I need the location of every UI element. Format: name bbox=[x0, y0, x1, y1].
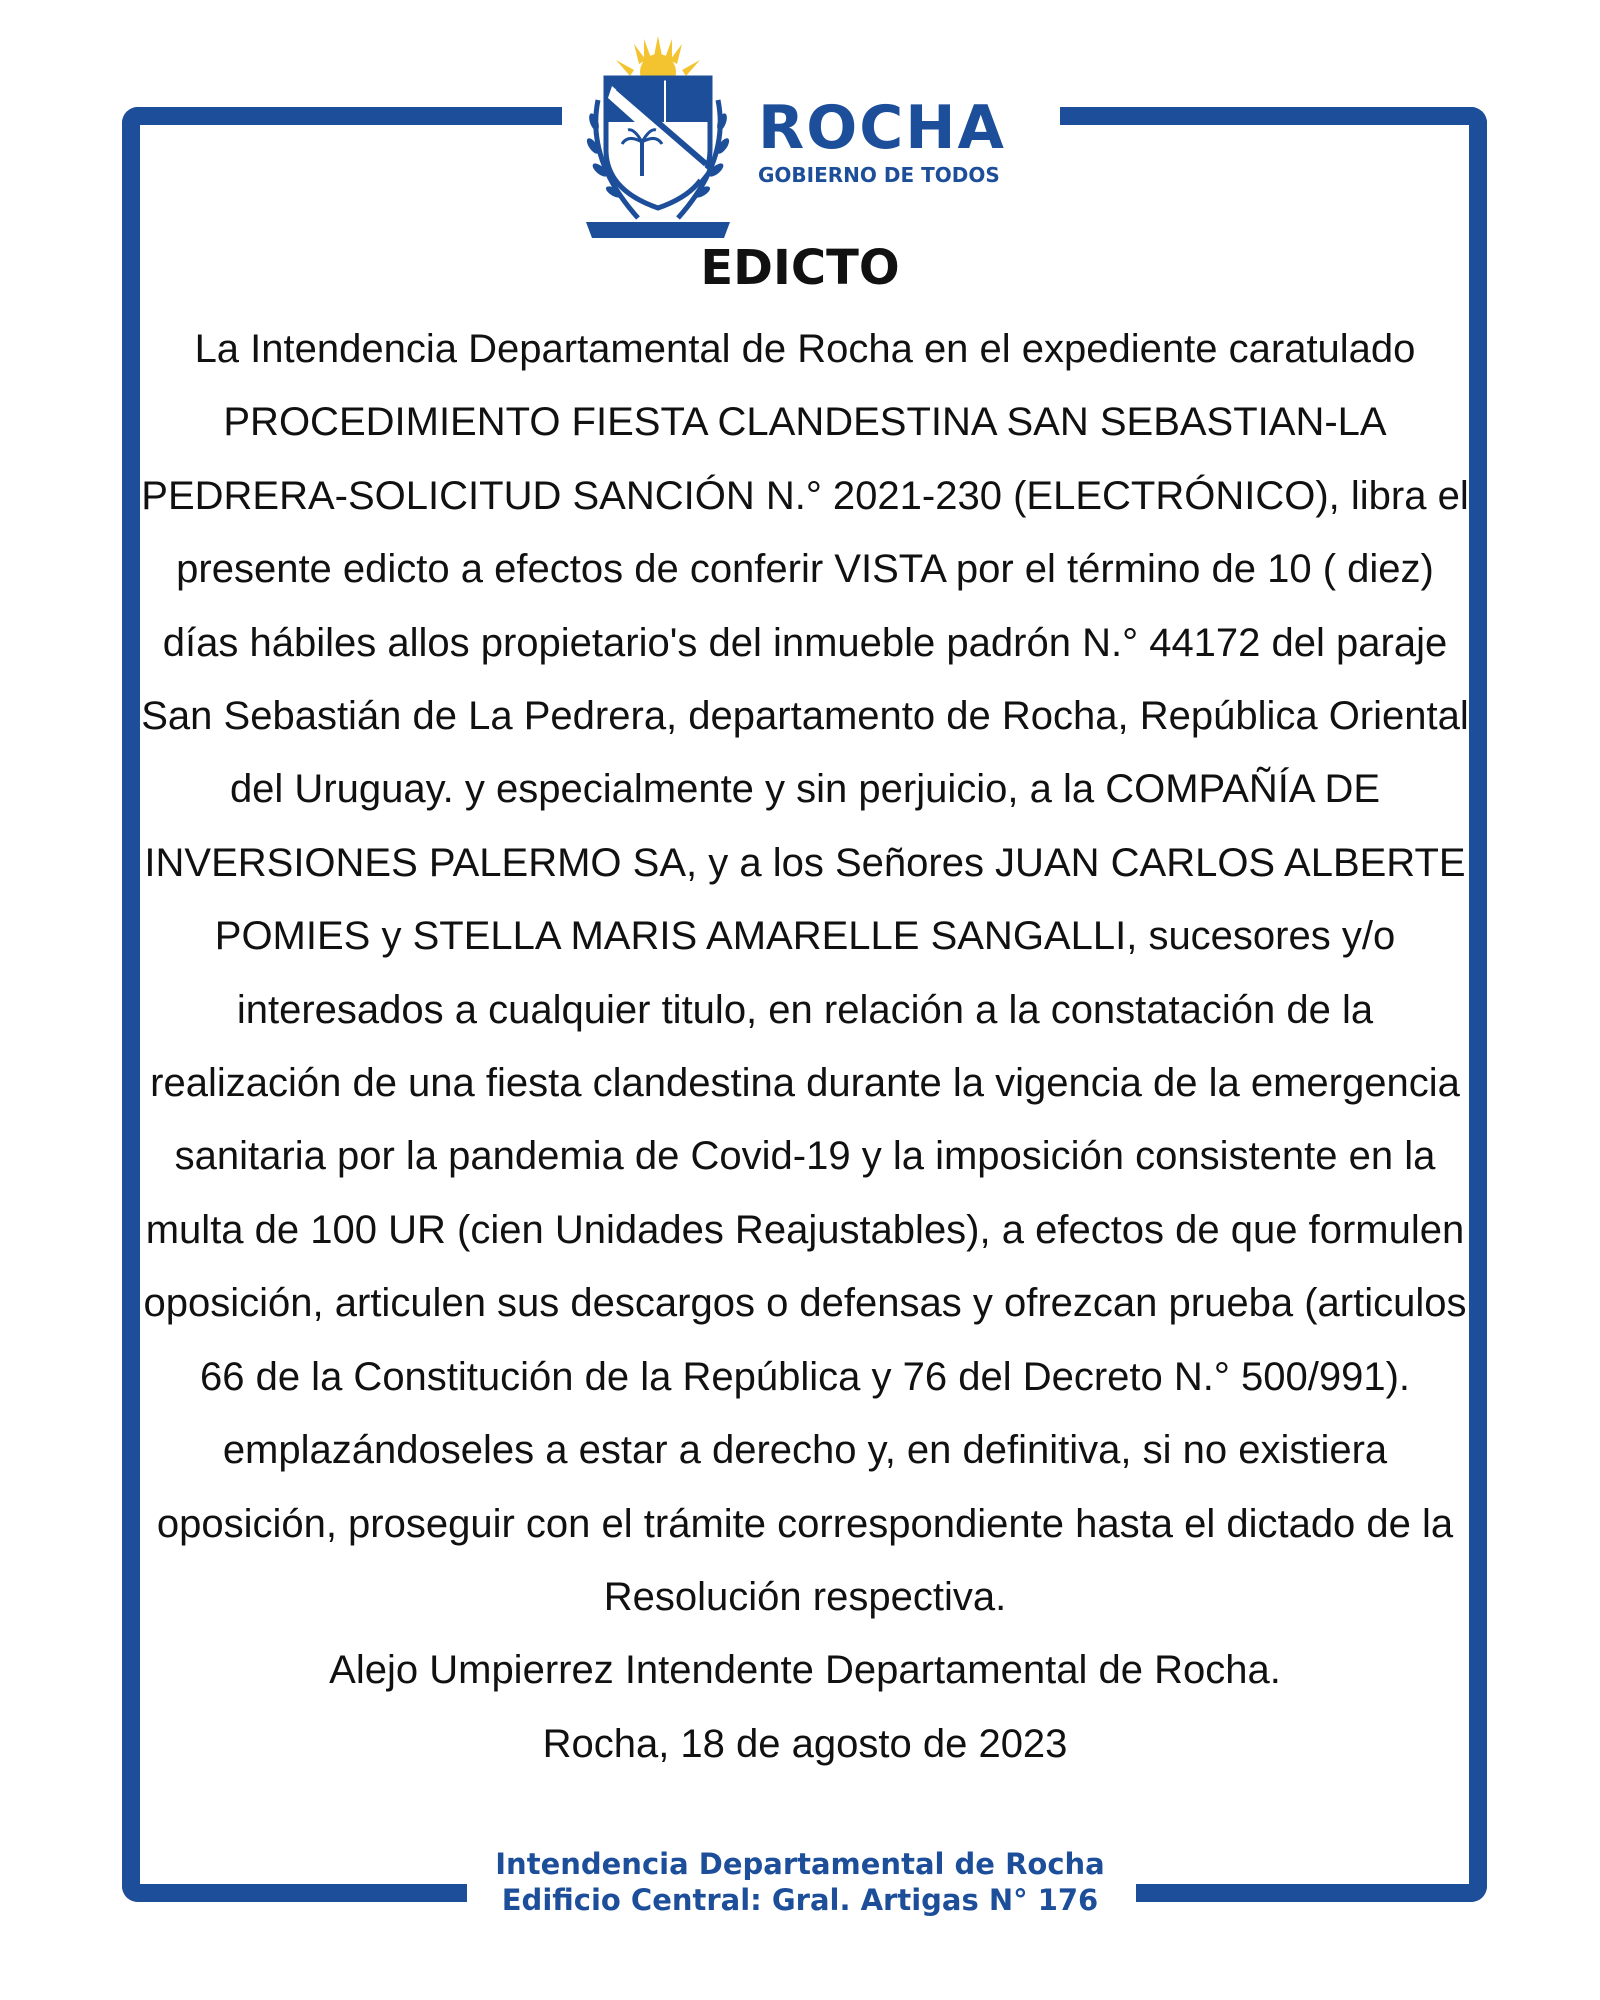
footer bbox=[0, 1846, 1600, 1918]
document-body bbox=[140, 313, 1470, 1781]
footer-line-1: Intendencia Departamental de Rocha bbox=[495, 1847, 1105, 1881]
frame-top-right bbox=[1060, 107, 1487, 125]
brand-tagline: GOBIERNO DE TODOS bbox=[758, 163, 1000, 187]
document-title: EDICTO bbox=[700, 240, 900, 296]
frame-left bbox=[122, 107, 140, 1902]
frame-top-left bbox=[122, 107, 562, 125]
date-line: Rocha, 18 de agosto de 2023 bbox=[542, 1721, 1068, 1766]
header-logo bbox=[578, 30, 1048, 250]
brand-name: ROCHA bbox=[758, 93, 1006, 163]
signature-line: Alejo Umpierrez Intendente Departamental de Rocha. bbox=[329, 1648, 1281, 1693]
coat-of-arms-icon bbox=[578, 30, 738, 250]
edict-paragraph: La Intendencia Departamental de Rocha en el expediente caratulado PROCEDIMIENTO FIESTA CLANDESTINA SAN SEBASTIAN-LA PEDRERA-SOLICITUD SANCIÓN N.° 2021-230 (ELECTRÓNICO), libra el presente edicto a efectos de conferir VISTA por el término de 10 ( diez) días hábiles allos propietario's del inmueble padrón N.° 44172 del paraje San Sebastián de La Pedrera, departamento de Rocha, República Oriental del Uruguay. y especialmente y sin perjuicio, a la COMPAÑÍA DE INVERSIONES PALERMO SA, y a los Señores JUAN CARLOS ALBERTE POMIES y STELLA MARIS AMARELLE SANGALLI, sucesores y/o interesados a cualquier titulo, en relación a la constatación de la realización de una fiesta clandestina durante la vigencia de la emergencia sanitaria por la pandemia de Covid-19 y la imposición consistente en la multa de 100 UR (cien Unidades Reajustables), a efectos de que formulen oposición, articulen sus descargos o defensas y ofrezcan prueba (articulos 66 de la Constitución de la República y 76 del Decreto N.° 500/991). emplazándoseles a estar a derecho y, en definitiva, si no existiera oposición, proseguir con el trámite correspondiente hasta el dictado de la Resolución respectiva. bbox=[141, 327, 1469, 1619]
frame-right bbox=[1469, 107, 1487, 1902]
brand-block bbox=[758, 93, 1006, 188]
footer-line-2: Edificio Central: Gral. Artigas N° 176 bbox=[501, 1883, 1099, 1917]
